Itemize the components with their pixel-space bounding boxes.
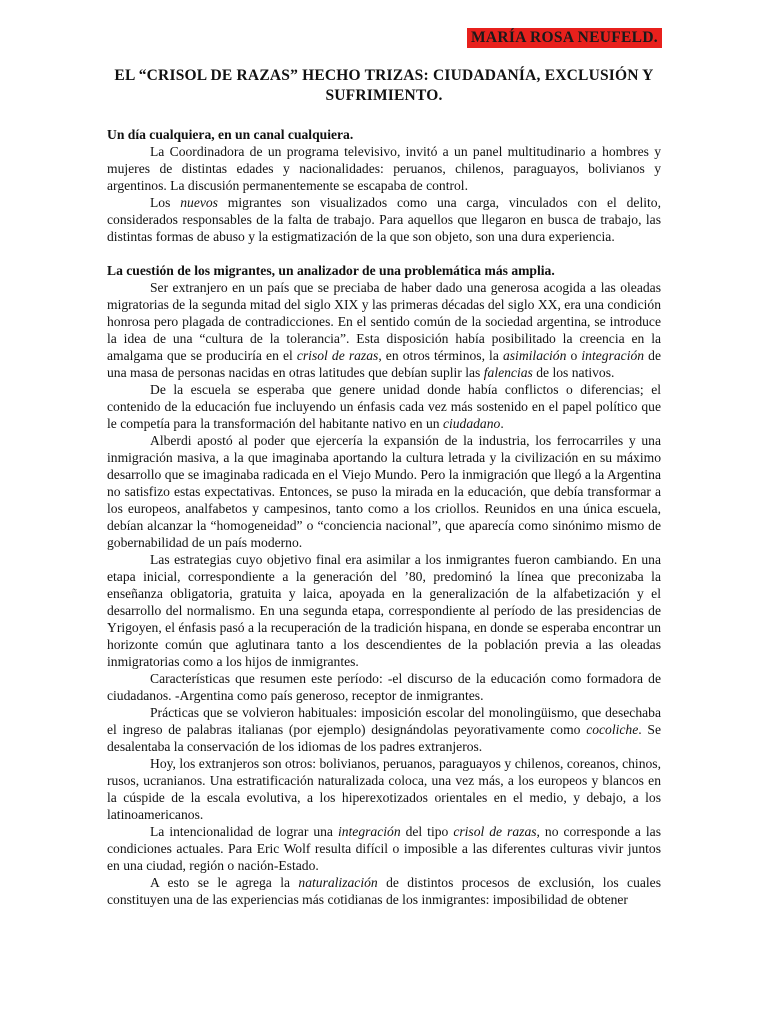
- paragraph: De la escuela se esperaba que genere unidad donde había conflictos o diferencias; el contenido de la educación fue incluyendo un énfasis cada vez más sostenido en el papel político que le competía para la transformación del habitante nativo en un ciudadano.: [107, 382, 661, 431]
- document-body: [107, 126, 661, 908]
- paragraph: Las estrategias cuyo objetivo final era asimilar a los inmigrantes fueron cambiando. En una etapa inicial, correspondiente a la generación del ’80, predominó la línea que preconizaba la enseñanza obligatoria, gratuita y laica, apoyada en la generalización de la alfabetización y el desarrollo del normalismo. En una segunda etapa, correspondiente al período de las presidencias de Yrigoyen, el énfasis pasó a la recuperación de la tradición hispana, en donde se esperaba encontrar un horizonte común que aglutinara tanto a los descendientes de la población previa a las oleadas inmigratorias como a los hijos de inmigrantes.: [107, 552, 661, 669]
- author-name: MARÍA ROSA NEUFELD.: [467, 28, 662, 48]
- document-title: EL “CRISOL DE RAZAS” HECHO TRIZAS: CIUDADANÍA, EXCLUSIÓN Y SUFRIMIENTO.: [114, 67, 654, 104]
- paragraph: Los nuevos migrantes son visualizados como una carga, vinculados con el delito, considerados responsables de la falta de trabajo. Para aquellos que llegaron en busca de trabajo, las distintas formas de abuso y la estigmatización de la que son objeto, son una dura experiencia.: [107, 195, 661, 244]
- paragraph: La Coordinadora de un programa televisivo, invitó a un panel multitudinario a hombres y mujeres de distintas edades y nacionalidades: peruanos, chilenos, paraguayos, bolivianos y argentinos. La discusión permanentemente se escapaba de control.: [107, 144, 661, 193]
- paragraph: Hoy, los extranjeros son otros: bolivianos, peruanos, paraguayos y chilenos, coreanos, chinos, rusos, ucranianos. Una estratificación naturalizada coloca, una vez más, a los europeos y blancos en la cúspide de la escala evolutiva, a los hiperexotizados orientales en el medio, y debajo, a los latinoamericanos.: [107, 756, 661, 822]
- paragraph: Alberdi apostó al poder que ejercería la expansión de la industria, los ferrocarriles y una inmigración masiva, a la que imaginaba aportando la cultura letrada y la civilización en su máximo desarrollo que se imaginaba radicada en el Viejo Mundo. Pero la inmigración que llegó a la Argentina no satisfizo estas expectativas. Entonces, se puso la mirada en la educación, que debía transformar a los europeos, analfabetos y campesinos, tanto como a los criollos. Reunidos en una única escuela, debían alcanzar la “homogeneidad” o “conciencia nacional”, que aparecía como sinónimo mismo de gobernabilidad de un país moderno.: [107, 433, 661, 550]
- paragraph: A esto se le agrega la naturalización de distintos procesos de exclusión, los cuales constituyen una de las experiencias más cotidianas de los inmigrantes: imposibilidad de obtener: [107, 875, 661, 907]
- spacer: [107, 245, 661, 262]
- section-heading-2: La cuestión de los migrantes, un analizador de una problemática más amplia.: [107, 263, 555, 278]
- paragraph: La intencionalidad de lograr una integración del tipo crisol de razas, no corresponde a las condiciones actuales. Para Eric Wolf resulta difícil o imposible a las diferentes culturas vivir juntos en una ciudad, región o nación-Estado.: [107, 824, 661, 873]
- paragraph: Ser extranjero en un país que se preciaba de haber dado una generosa acogida a las oleadas migratorias de la segunda mitad del siglo XIX y las primeras décadas del siglo XX, era una condición honrosa pero plagada de contradicciones. En el sentido común de la sociedad argentina, se introduce la idea de una “cultura de la tolerancia”. Esta disposición había posibilitado la creencia en la amalgama que se produciría en el crisol de razas, en otros términos, la asimilación o integración de una masa de personas nacidas en otras latitudes que debían suplir las falencias de los nativos.: [107, 280, 661, 380]
- paragraph: Características que resumen este período: -el discurso de la educación como formadora de ciudadanos. -Argentina como país generoso, receptor de inmigrantes.: [107, 671, 661, 703]
- paragraph: Prácticas que se volvieron habituales: imposición escolar del monolingüismo, que desechaba el ingreso de palabras italianas (por ejemplo) designándolas peyorativamente como cocoliche. Se desalentaba la conservación de los idiomas de los padres extranjeros.: [107, 705, 661, 754]
- section-heading-1: Un día cualquiera, en un canal cualquiera.: [107, 127, 354, 142]
